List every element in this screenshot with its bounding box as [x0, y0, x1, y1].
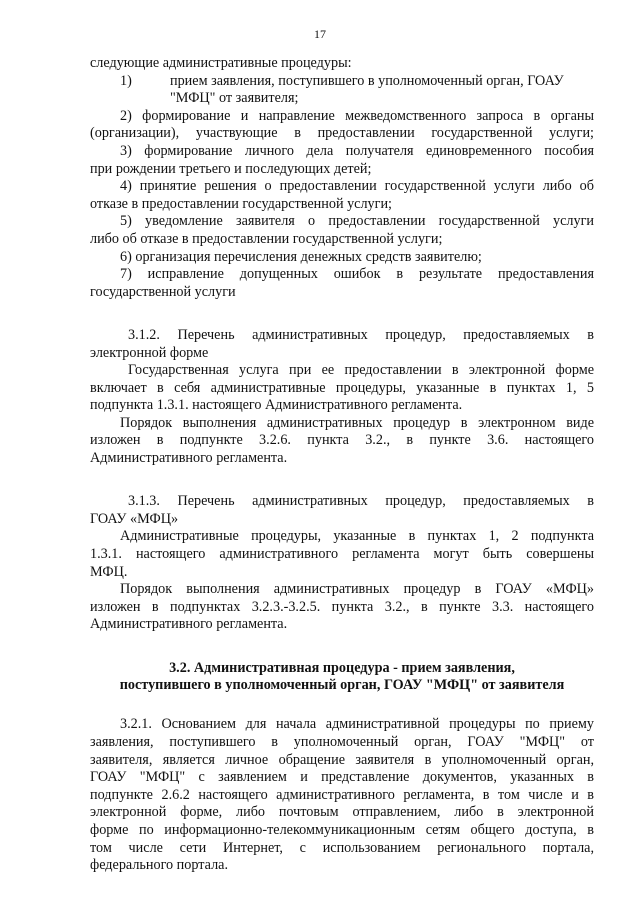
text-line: либо об отказе в предоставлении государственной услуги;: [90, 230, 443, 247]
text-line: 5) уведомление заявителя о предоставлении государственной услуги: [120, 213, 594, 230]
text-line: включает в себя административные процедуры, указанные в пунктах 1, 5: [90, 379, 594, 396]
text-line: 4) принятие решения о предоставлении государственной услуги либо об: [120, 178, 594, 195]
text-line: отказе в предоставлении государственной услуги;: [90, 195, 392, 212]
list-text: прием заявления, поступившего в уполномоченный орган, ГОАУ: [170, 72, 564, 89]
section-heading-3-2-cont: поступившего в уполномоченный орган, ГОАУ "МФЦ" от заявителя: [119, 677, 565, 694]
section-heading-3-2: 3.2. Административная процедура - прием заявления,: [169, 659, 515, 676]
text-line: ГОАУ «МФЦ»: [90, 510, 179, 527]
text-line: следующие административные процедуры:: [90, 55, 352, 71]
text-line: 1.3.1. настоящего административного регламента могут быть совершены: [90, 546, 594, 563]
text-line: государственной услуги: [90, 283, 236, 300]
list-item-1: [90, 73, 594, 91]
text-line: Государственная услуга при ее предоставлении в электронной форме: [128, 362, 594, 379]
text-line: 7) исправление допущенных ошибок в результате предоставления: [120, 266, 594, 283]
section-heading-3-1-2: 3.1.2. Перечень административных процедур, предоставляемых в: [128, 326, 594, 343]
text-line: заявления, поступившего в уполномоченный орган, ГОАУ "МФЦ" от: [90, 733, 594, 750]
text-line: Административные процедуры, указанные в пунктах 1, 2 подпункта: [120, 528, 594, 545]
text-line: МФЦ.: [90, 563, 128, 580]
text-line: подпункта 1.3.1. настоящего Административного регламента.: [90, 397, 463, 414]
text-line: ГОАУ "МФЦ" с заявлением и представление документов, указанных в: [90, 769, 594, 786]
section-heading-3-1-3: 3.1.3. Перечень административных процедур, предоставляемых в: [128, 493, 594, 510]
text-line: форме по информационно-телекоммуникационным сетям общего доступа, в: [90, 821, 594, 838]
text-line: федерального портала.: [90, 857, 228, 874]
text-line: том числе сети Интернет, с использованием регионального портала,: [90, 839, 594, 856]
text-line: "МФЦ" от заявителя;: [170, 90, 299, 107]
text-line: 3.2.1. Основанием для начала административной процедуры по приему: [120, 716, 594, 733]
text-line: изложен в подпункте 3.2.6. пункта 3.2., в пункте 3.6. настоящего: [90, 432, 594, 449]
page-number: 17: [314, 27, 326, 41]
text-line: (организации), участвующие в предоставлении государственной услуги;: [90, 125, 594, 142]
text-line: Административного регламента.: [90, 616, 288, 633]
text-line: заявителя, является личное обращение заявителя в уполномоченный орган,: [90, 751, 594, 768]
text-line: электронной форме: [90, 344, 209, 361]
text-line: электронной форме, либо почтовым отправлением, либо в электронной: [90, 804, 594, 821]
text-line: Порядок выполнения административных процедур в электронном виде: [120, 414, 594, 431]
text-line: 2) формирование и направление межведомственного запроса в органы: [120, 107, 594, 124]
text-line: подпункте 2.6.2 настоящего административного регламента, в том числе и в: [90, 786, 594, 803]
text-line: Административного регламента.: [90, 450, 288, 467]
text-line: Порядок выполнения административных процедур в ГОАУ «МФЦ»: [120, 581, 594, 598]
list-number: 1): [120, 72, 132, 89]
text-line: при рождении третьего и последующих детей;: [90, 160, 372, 177]
text-line: 6) организация перечисления денежных средств заявителю;: [120, 248, 482, 265]
text-line: изложен в подпунктах 3.2.3.-3.2.5. пункта 3.2., в пункте 3.3. настоящего: [90, 598, 594, 615]
text-line: 3) формирование личного дела получателя единовременного пособия: [120, 142, 594, 159]
